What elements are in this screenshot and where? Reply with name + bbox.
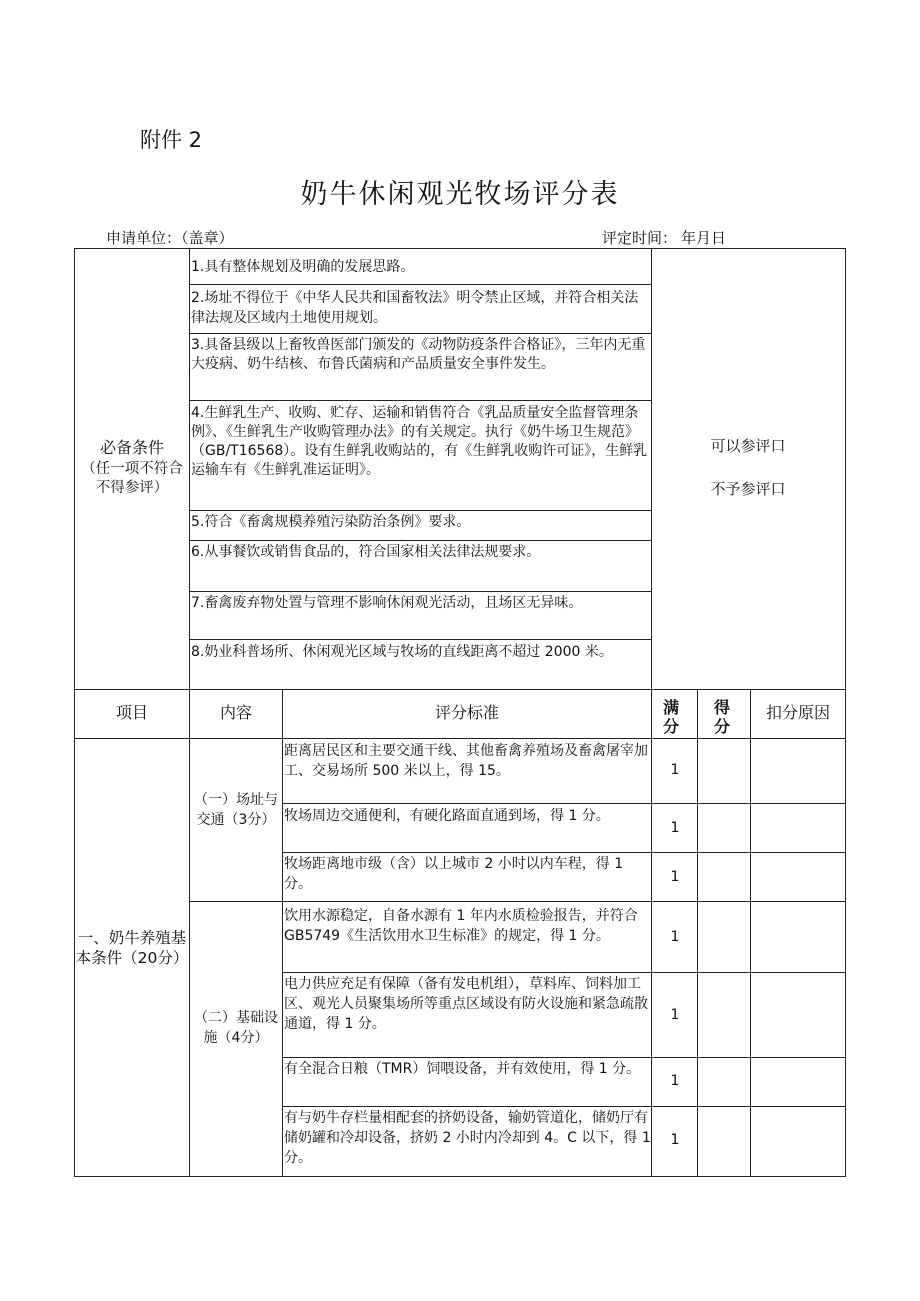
full-score: 1 — [670, 1007, 680, 1023]
col-got: 得分 — [713, 698, 730, 736]
option-eligible: 可以参评口 — [710, 437, 786, 455]
full-score: 1 — [670, 1132, 680, 1148]
page-title: 奶牛休闲观光牧场评分表 — [300, 179, 620, 210]
requirement-item: 1.具有整体规划及明确的发展思路。 — [191, 259, 415, 275]
standard-cell: 饮用水源稳定，自备水源有 1 年内水质检验报告，并符合 GB5749《生活饮用水卫生标准》的规定，得 1 分。 — [284, 908, 638, 944]
group-name: （一）场址与交通（3分） — [194, 792, 278, 828]
section-name: 一、奶牛养殖基本条件（20分） — [75, 929, 189, 967]
requirement-item: 4.生鲜乳生产、收购、贮存、运输和销售符合《乳品质量安全监督管理条例》、《生鲜乳生产收购管理办法》的有关规定。执行《奶牛场卫生规范》（GB/T16568）。设有生鲜乳收购站的，有《生鲜乳收购许可证》，生鲜乳运输车有《生鲜乳准运证明》。 — [191, 405, 648, 478]
requirement-item: 6.从事餐饮或销售食品的，符合国家相关法律法规要求。 — [191, 544, 541, 560]
full-score: 1 — [670, 869, 680, 885]
standard-cell: 电力供应充足有保障（备有发电机组），草料库、饲料加工区、观光人员聚集场所等重点区域设有防火设施和紧急疏散通道，得 1 分。 — [284, 976, 648, 1032]
applicant-label: 申请单位：（盖章） — [106, 229, 234, 247]
full-score: 1 — [670, 929, 680, 945]
date-label: 评定时间： 年月日 — [602, 229, 727, 247]
requirements-note: （任一项不符合不得参评） — [81, 461, 183, 496]
requirement-item: 5.符合《畜禽规模养殖污染防治条例》要求。 — [191, 514, 471, 530]
col-reason: 扣分原因 — [765, 703, 830, 722]
standard-cell: 牧场周边交通便利，有硬化路面直通到场，得 1 分。 — [284, 808, 610, 824]
col-content: 内容 — [219, 703, 252, 722]
standard-cell: 有与奶牛存栏量相配套的挤奶设备，输奶管道化，储奶厅有储奶罐和冷却设备，挤奶 2 小时内冷却到 4。C 以下，得 1 分。 — [284, 1110, 651, 1166]
col-project: 项目 — [115, 703, 148, 722]
option-ineligible: 不予参评口 — [710, 480, 786, 498]
requirement-item: 2.场址不得位于《中华人民共和国畜牧法》明令禁止区域，并符合相关法律法规及区域内土地使用规划。 — [191, 290, 639, 326]
group-name: （二）基础设施（4分） — [194, 1010, 278, 1046]
requirements-label: 必备条件 — [99, 438, 164, 457]
full-score: 1 — [670, 820, 680, 836]
requirement-item: 8.奶业科普场所、休闲观光区域与牧场的直线距离不超过 2000 米。 — [191, 644, 613, 660]
col-full: 满分 — [662, 698, 679, 736]
requirement-item: 7.畜禽废弃物处置与管理不影响休闲观光活动，且场区无异味。 — [191, 595, 583, 611]
col-standard: 评分标准 — [434, 703, 499, 722]
requirement-item: 3.具备县级以上畜牧兽医部门颁发的《动物防疫条件合格证》，三年内无重大疫病、奶牛结核、布鲁氏菌病和产品质量安全事件发生。 — [191, 337, 646, 372]
full-score: 1 — [670, 1073, 680, 1089]
standard-cell: 距离居民区和主要交通干线、其他畜禽养殖场及畜禽屠宰加工、交易场所 500 米以上，得 15。 — [284, 743, 648, 779]
attachment-label: 附件 2 — [140, 128, 203, 152]
standard-cell: 有全混合日粮（TMR）饲喂设备，并有效使用，得 1 分。 — [284, 1061, 641, 1077]
full-score: 1 — [670, 762, 680, 778]
standard-cell: 牧场距离地市级（含）以上城市 2 小时以内车程，得 1 分。 — [284, 856, 624, 892]
